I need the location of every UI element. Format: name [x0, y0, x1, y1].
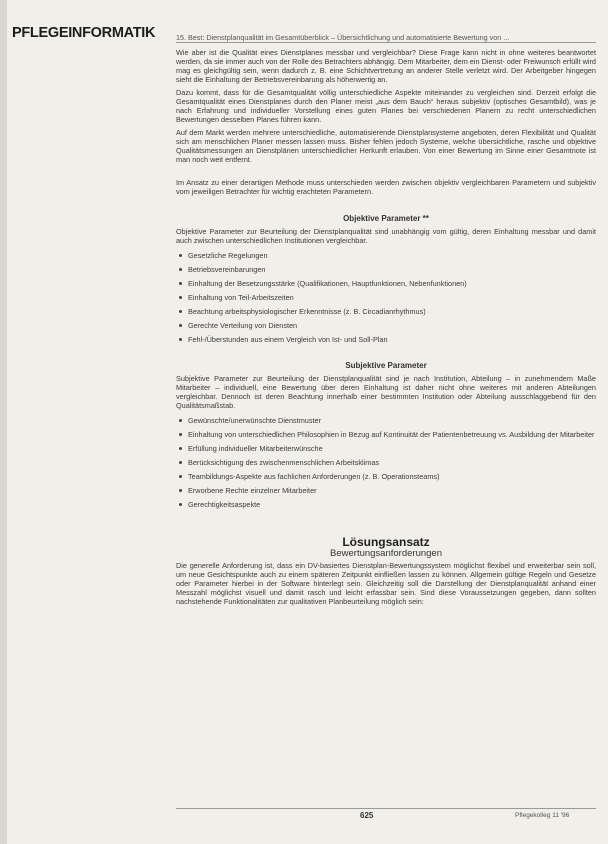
list-item: Gerechtigkeitsaspekte: [188, 498, 596, 512]
paragraph: Dazu kommt, dass für die Gesamtqualität völlig unterschiedliche Aspekte miteinander zu vergleichen sind. Derzeit erfolgt die Gesamtqualität eines Dienstplanes durch den Planer meist „aus dem Bauch“ heraus subjektiv (optisches Gesamtbild), was je nach Erfahrung und individueller Vorstellung eines guten Planes bei verschiedenen Planern zu recht unterschiedlichen Bewertungen desselben Planes führen kann.: [176, 88, 596, 124]
section-heading-solution: Lösungsansatz: [342, 535, 430, 549]
scan-edge: [0, 0, 7, 844]
journal-title: PFLEGEINFORMATIK: [12, 25, 156, 41]
list-item: Erworbene Rechte einzelner Mitarbeiter: [188, 484, 596, 498]
list-item: Einhaltung von Teil-Arbeitszeiten: [188, 291, 596, 305]
list-item: Beachtung arbeitsphysiologischer Erkenntnisse (z. B. Circadianrhythmus): [188, 305, 596, 319]
page-number: 625: [360, 811, 374, 820]
list-item: Fehl-/Überstunden aus einem Vergleich von Ist- und Soll-Plan: [188, 333, 596, 347]
list-item: Erfüllung individueller Mitarbeiterwünsche: [188, 442, 596, 456]
paragraph: Objektive Parameter zur Beurteilung der Dienstplanqualität sind unabhängig vom gültig, deren Einhaltung messbar und damit auch zwischen unterschiedlichen Institutionen vergleichbar.: [176, 227, 596, 245]
paragraph: Auf dem Markt werden mehrere unterschiedliche, automatisierende Dienstplansysteme angeboten, deren Flexibilität und Qualität sich am menschlichen Planer messen lassen muss. Bisher fehlen jedoch Systeme, welche übersichtliche, rasche und objektive Qualitätsmessungen an Dienstplänen unterschiedlicher Herkunft erlauben. Von einer Bewertung im Sinne einer Gesamtnote ist man noch weit entfernt.: [176, 128, 596, 164]
section-heading-subjective: Subjektive Parameter: [345, 361, 427, 370]
article-body: [176, 48, 596, 610]
footer-rule: [176, 808, 596, 809]
paragraph: Im Ansatz zu einer derartigen Methode muss unterschieden werden zwischen objektiv vergleichbaren Parametern und subjektiv vom jeweiligen Betrachter für wichtig erachteten Parametern.: [176, 178, 596, 196]
footer-journal: Pflegekolleg 11 '96: [515, 812, 570, 819]
list-item: Teambildungs-Aspekte aus fachlichen Anforderungen (z. B. Operationsteams): [188, 470, 596, 484]
list-item: Gewünschte/unerwünschte Dienstmuster: [188, 414, 596, 428]
running-head: 15. Best: Dienstplanqualität im Gesamtüberblick – Übersichtlichung und automatisierte Bewertung von ...: [176, 33, 510, 42]
paragraph: Wie aber ist die Qualität eines Dienstplanes messbar und vergleichbar? Diese Frage kann nicht in ohne weiteres beantwortet werden, da sie immer auch von der Rolle des Betrachters abhängig. Dem Mitarbeiter, dem ein Dienst- oder Freiwunsch erfüllt wird mag es gleichgültig sein, wenn dadurch z. B. eine Schichtvertretung an anderer Stelle verletzt wird. Der Arbeitgeber hingegen sieht die Einhaltung der Betriebsvereinbarung als höherwertig an.: [176, 48, 596, 84]
list-item: Gerechte Verteilung von Diensten: [188, 319, 596, 333]
list-item: Berücksichtigung des zwischenmenschlichen Arbeitsklimas: [188, 456, 596, 470]
header-rule: [176, 42, 596, 43]
list-item: Einhaltung der Besetzungsstärke (Qualifikationen, Hauptfunktionen, Nebenfunktionen): [188, 277, 596, 291]
subjective-list: [176, 414, 596, 512]
paragraph: Subjektive Parameter zur Beurteilung der Dienstplanqualität sind je nach Institution, Abteilung – in zunehmendem Maße Mitarbeiter – individuell, eine Bewertung über deren Einhaltung ist daher nicht ohne weiteres mit anderen Abteilungen vergleichbar. Dennoch ist deren Beachtung innerhalb einer bestimmten Institution oder Abteilung ausschlaggebend für den Qualitätsmaßstab.: [176, 374, 596, 410]
paragraph: Die generelle Anforderung ist, dass ein DV-basiertes Dienstplan-Bewertungssystem möglichst flexibel und erweiterbar sein soll, um neue Gesichtspunkte auch zu einem späteren Zeitpunkt einfließen lassen zu können. Allgemein gültige Regeln und Gesetze oder Parameter hierbei in der Software hinterlegt sein. Gleichzeitig soll die Darstellung der Dienstplanqualität anhand einer Messzahl möglichst visuell und damit rasch und leicht erfassbar sein. Sind diese Voraussetzungen gegeben, dann sollten nachstehende Funktionalitäten zur qualitativen Planbeurteilung möglich sein:: [176, 561, 596, 606]
objective-list: [176, 249, 596, 347]
list-item: Einhaltung von unterschiedlichen Philosophien in Bezug auf Kontinuität der Patientenbetreuung vs. Ausbildung der Mitarbeiter: [188, 428, 596, 442]
subsection-heading: Bewertungsanforderungen: [330, 548, 442, 559]
list-item: Betriebsvereinbarungen: [188, 263, 596, 277]
list-item: Gesetzliche Regelungen: [188, 249, 596, 263]
section-heading-objective: Objektive Parameter **: [343, 214, 429, 223]
